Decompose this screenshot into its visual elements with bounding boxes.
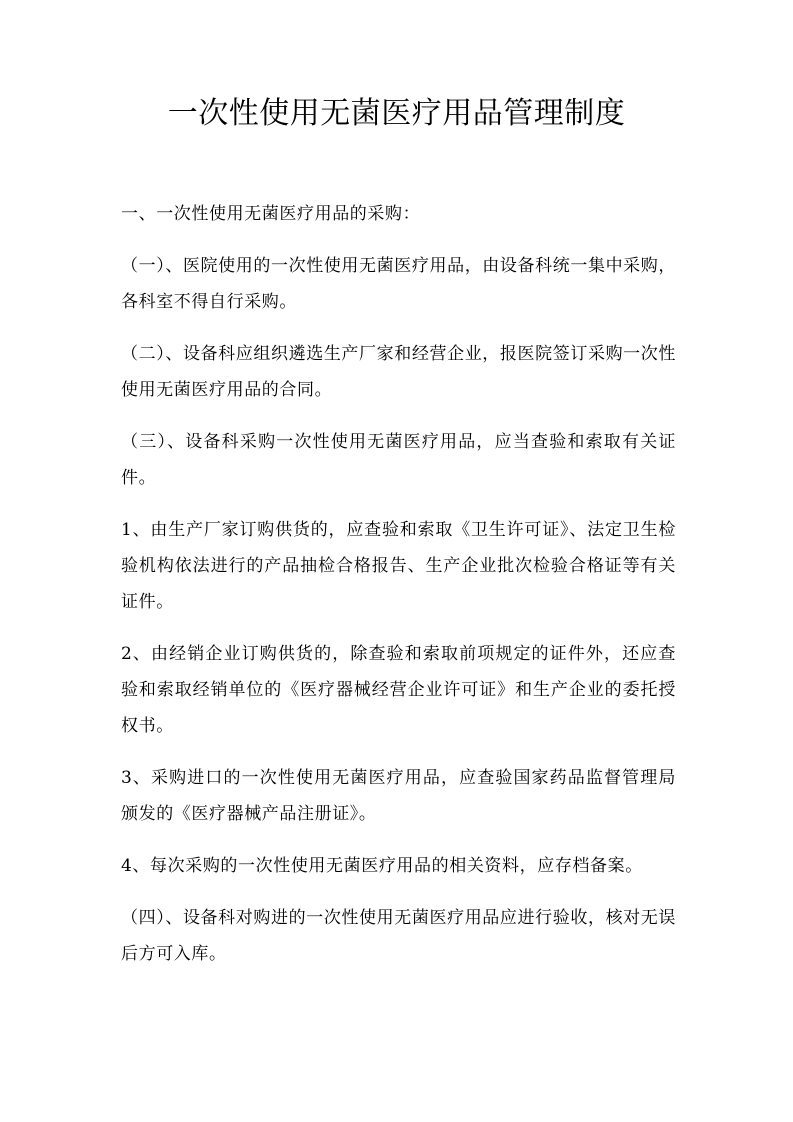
- section-heading-procurement: 一、一次性使用无菌医疗用品的采购：: [121, 204, 421, 224]
- item-2-distributor-supply: 2、由经销企业订购供货的，除查验和索取前项规定的证件外，还应查验和索取经销单位的《医疗器械经营企业许可证》和生产企业的委托授权书。: [121, 644, 676, 736]
- item-3-imported-products: 3、采购进口的一次性使用无菌医疗用品，应查验国家药品监督管理局颁发的《医疗器械产品注册证》。: [121, 768, 676, 824]
- clause-4-acceptance-inspection: （四）、设备科对购进的一次性使用无菌医疗用品应进行验收，核对无误后方可入库。: [121, 908, 676, 964]
- item-4-archiving: 4、每次采购的一次性使用无菌医疗用品的相关资料，应存档备案。: [121, 856, 643, 876]
- item-1-manufacturer-supply: 1、由生产厂家订购供货的，应查验和索取《卫生许可证》、法定卫生检验机构依法进行的产品抽检合格报告、生产企业批次检验合格证等有关证件。: [121, 520, 676, 612]
- clause-2-supplier-selection: （二）、设备科应组织遴选生产厂家和经营企业，报医院签订采购一次性使用无菌医疗用品的合同。: [121, 344, 676, 400]
- document-title: 一次性使用无菌医疗用品管理制度: [167, 96, 626, 131]
- clause-3-certificate-check: （三）、设备科采购一次性使用无菌医疗用品，应当查验和索取有关证件。: [121, 432, 676, 488]
- document-body: [121, 196, 676, 988]
- clause-1-centralized-procurement: （一）、医院使用的一次性使用无菌医疗用品，由设备科统一集中采购，各科室不得自行采购。: [121, 256, 676, 312]
